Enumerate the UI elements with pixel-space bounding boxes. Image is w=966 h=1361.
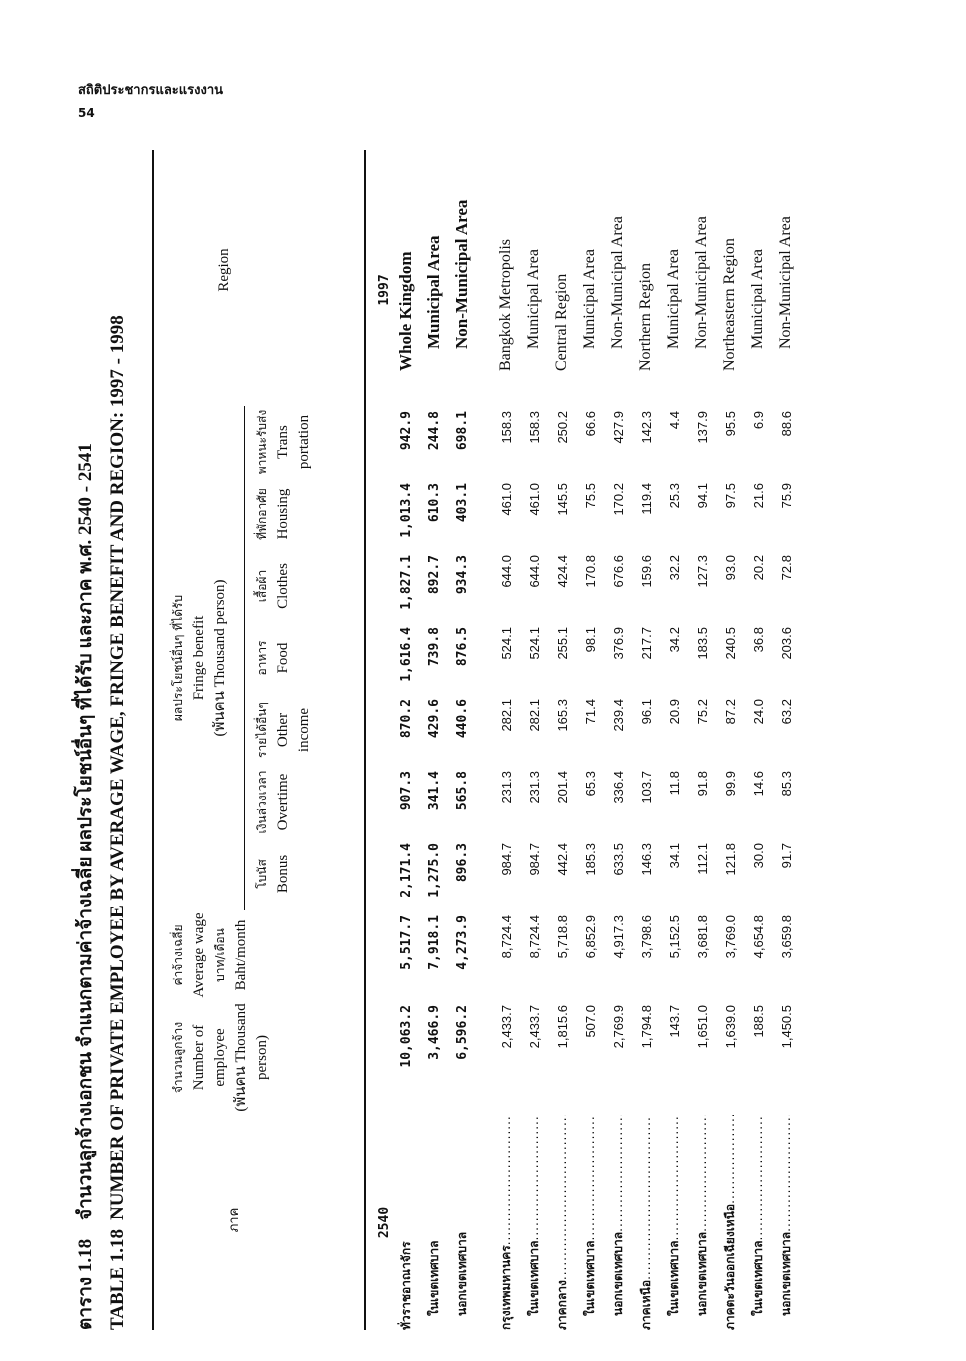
cell-average-wage: 5,152.5	[666, 915, 682, 959]
cell-clothes: 644.0	[526, 555, 542, 588]
cell-food: 98.1	[582, 627, 598, 653]
cell-average-wage: 5,718.8	[554, 915, 570, 959]
row-label-en: Northeastern Region	[721, 238, 738, 371]
cell-housing: 1,013.4	[398, 483, 414, 538]
cell-employees: 2,433.7	[498, 1005, 514, 1049]
table-header	[154, 150, 364, 1330]
table-row	[632, 150, 660, 1330]
cell-other-income: 24.0	[750, 699, 766, 725]
cell-overtime: 11.8	[666, 771, 682, 796]
cell-clothes: 127.3	[694, 555, 710, 588]
cell-clothes: 159.6	[638, 555, 654, 588]
cell-transportation: 6.9	[750, 411, 766, 430]
year-row	[366, 150, 392, 1330]
cell-average-wage: 7,918.1	[426, 915, 442, 970]
table-row	[520, 150, 548, 1330]
row-label-en: Municipal Area	[525, 249, 542, 349]
cell-clothes: 170.8	[582, 555, 598, 588]
cell-employees: 6,596.2	[454, 1005, 470, 1060]
cell-average-wage: 3,769.0	[722, 915, 738, 959]
cell-average-wage: 8,724.4	[498, 915, 514, 959]
cell-other-income: 20.9	[666, 699, 682, 725]
row-label-th: ในเขตเทศบาล .....	[581, 1115, 600, 1330]
row-label-th: ในเขตเทศบาล .....	[525, 1115, 544, 1330]
row-label-en: Municipal Area	[581, 249, 598, 349]
table-row	[576, 150, 604, 1330]
cell-transportation: 158.3	[498, 411, 514, 444]
cell-overtime: 91.8	[694, 771, 710, 797]
cell-housing: 94.1	[694, 483, 710, 509]
header-housing: ที่พักอาศัย Housing	[255, 488, 291, 540]
cell-housing: 145.5	[554, 483, 570, 516]
table-row	[688, 150, 716, 1330]
cell-bonus: 984.7	[526, 843, 542, 876]
row-label-th: นอกเขตเทศบาล .....	[693, 1115, 712, 1330]
cell-food: 34.2	[666, 627, 682, 653]
cell-overtime: 14.6	[750, 771, 766, 797]
cell-food: 876.5	[454, 627, 470, 667]
cell-other-income: 440.6	[454, 699, 470, 739]
cell-transportation: 95.5	[722, 411, 738, 437]
table-row	[604, 150, 632, 1330]
row-label-en: Non-Municipal Area	[452, 199, 471, 349]
cell-employees: 507.0	[582, 1005, 598, 1038]
year-th: 2540	[377, 1206, 392, 1239]
cell-food: 524.1	[526, 627, 542, 660]
cell-other-income: 870.2	[398, 699, 414, 739]
cell-housing: 21.6	[750, 483, 766, 509]
cell-average-wage: 3,681.8	[694, 915, 710, 959]
fringe-underline	[244, 406, 245, 910]
header-region-en: Region	[216, 248, 232, 292]
cell-bonus: 2,171.4	[398, 843, 414, 898]
cell-average-wage: 4,917.3	[610, 915, 626, 959]
cell-average-wage: 6,852.9	[582, 915, 598, 959]
cell-transportation: 250.2	[554, 411, 570, 444]
cell-other-income: 429.6	[426, 699, 442, 739]
row-label-th: ภาคกลาง .....	[553, 1115, 572, 1330]
cell-other-income: 63.2	[778, 699, 794, 725]
cell-food: 36.8	[750, 627, 766, 653]
cell-clothes: 892.7	[426, 555, 442, 595]
row-label-th: นอกเขตเทศบาล	[454, 1231, 469, 1316]
cell-housing: 610.3	[426, 483, 442, 523]
cell-food: 217.7	[638, 627, 654, 660]
cell-housing: 461.0	[498, 483, 514, 516]
cell-transportation: 158.3	[526, 411, 542, 444]
table-row	[420, 150, 448, 1330]
cell-employees: 188.5	[750, 1005, 766, 1038]
table-row	[716, 150, 744, 1330]
table-row	[744, 150, 772, 1330]
row-label-th: ในเขตเทศบาล .....	[749, 1115, 768, 1330]
row-label-th: ในเขตเทศบาล .....	[665, 1115, 684, 1330]
row-label-th: นอกเขตเทศบาล .....	[609, 1115, 628, 1330]
header-food: อาหาร Food	[255, 640, 291, 676]
cell-bonus: 984.7	[498, 843, 514, 876]
cell-employees: 2,433.7	[526, 1005, 542, 1049]
cell-bonus: 91.7	[778, 843, 794, 869]
cell-average-wage: 4,273.9	[454, 915, 470, 970]
cell-overtime: 336.4	[610, 771, 626, 804]
header-other-income: รายได้อื่นๆ Other income	[255, 702, 312, 758]
cell-employees: 3,466.9	[426, 1005, 442, 1060]
publication-title: สถิติประชากรและแรงงาน	[78, 83, 224, 98]
row-label-en: Non-Municipal Area	[693, 216, 710, 349]
cell-food: 376.9	[610, 627, 626, 660]
table-title-en: TABLE 1.18NUMBER OF PRIVATE EMPLOYEE BY AVERAGE WAGE, FRINGE BENEFIT AND REGION: 1997 - 1998	[107, 315, 128, 1330]
cell-clothes: 1,827.1	[398, 555, 414, 610]
cell-food: 739.8	[426, 627, 442, 667]
cell-food: 203.6	[778, 627, 794, 660]
table-row	[492, 150, 520, 1330]
row-label-en: Whole Kingdom	[396, 251, 415, 371]
cell-food: 1,616.4	[398, 627, 414, 682]
cell-transportation: 427.9	[610, 411, 626, 444]
cell-transportation: 244.8	[426, 411, 442, 451]
header-clothes: เสื้อผ้า Clothes	[255, 563, 291, 609]
cell-clothes: 424.4	[554, 555, 570, 588]
cell-clothes: 676.6	[610, 555, 626, 588]
page-number: 54	[78, 106, 95, 120]
cell-employees: 2,769.9	[610, 1005, 626, 1049]
row-label-th: ภาคตะวันออกเฉียงเหนือ .....	[721, 1115, 740, 1330]
cell-employees: 1,815.6	[554, 1005, 570, 1049]
cell-clothes: 20.2	[750, 555, 766, 581]
cell-housing: 461.0	[526, 483, 542, 516]
cell-employees: 1,450.5	[778, 1005, 794, 1049]
row-label-en: Non-Municipal Area	[777, 216, 794, 349]
cell-clothes: 934.3	[454, 555, 470, 595]
cell-bonus: 146.3	[638, 843, 654, 876]
cell-overtime: 65.3	[582, 771, 598, 797]
cell-housing: 75.9	[778, 483, 794, 509]
row-label-th: กรุงเทพมหานคร .....	[497, 1115, 516, 1330]
table-title-th: ตาราง 1.18จำนวนลูกจ้างเอกชน จำแนกตามค่าจ้างเฉลี่ย ผลประโยชน์อื่นๆ ที่ได้รับ และภาค พ.ศ. 2540 - 2541	[75, 443, 96, 1330]
table-body	[392, 150, 800, 1330]
row-label-th: ทั่วราชอาณาจักร	[398, 1241, 413, 1330]
cell-housing: 75.5	[582, 483, 598, 509]
cell-average-wage: 8,724.4	[526, 915, 542, 959]
cell-bonus: 1,275.0	[426, 843, 442, 898]
cell-transportation: 137.9	[694, 411, 710, 444]
table-row	[448, 150, 476, 1330]
cell-clothes: 32.2	[666, 555, 682, 581]
cell-overtime: 907.3	[398, 771, 414, 811]
cell-transportation: 66.6	[582, 411, 598, 437]
cell-housing: 25.3	[666, 483, 682, 509]
row-label-en: Northern Region	[637, 263, 654, 371]
cell-employees: 1,639.0	[722, 1005, 738, 1049]
cell-food: 183.5	[694, 627, 710, 660]
cell-average-wage: 4,654.8	[750, 915, 766, 959]
row-label-en: Municipal Area	[749, 249, 766, 349]
header-fringe-benefit: ผลประโยชน์อื่นๆ ที่ได้รับ Fringe benefit (พันคน Thousand person)	[171, 579, 228, 737]
cell-bonus: 112.1	[694, 843, 710, 875]
cell-average-wage: 5,517.7	[398, 915, 414, 970]
cell-employees: 1,651.0	[694, 1005, 710, 1049]
cell-employees: 143.7	[666, 1005, 682, 1038]
cell-housing: 119.4	[638, 483, 654, 515]
cell-food: 255.1	[554, 627, 570, 660]
cell-overtime: 103.7	[638, 771, 654, 804]
cell-bonus: 896.3	[454, 843, 470, 883]
cell-bonus: 30.0	[750, 843, 766, 869]
header-transportation: พาหนะรับส่ง Trans portation	[255, 409, 312, 475]
cell-bonus: 633.5	[610, 843, 626, 876]
table-row	[392, 150, 420, 1330]
header-employees: จำนวนลูกจ้าง Number of employee (พันคน Thousand person)	[171, 1003, 270, 1112]
cell-average-wage: 3,798.6	[638, 915, 654, 959]
cell-other-income: 239.4	[610, 699, 626, 732]
running-head	[78, 80, 223, 124]
row-label-th: ภาคเหนือ .....	[637, 1115, 656, 1330]
cell-clothes: 93.0	[722, 555, 738, 581]
cell-overtime: 231.3	[498, 771, 514, 804]
cell-transportation: 88.6	[778, 411, 794, 437]
header-overtime: เงินล่วงเวลา Overtime	[255, 770, 291, 834]
row-label-th: นอกเขตเทศบาล .....	[777, 1115, 796, 1330]
row-label-en: Bangkok Metropolis	[497, 239, 514, 371]
cell-overtime: 85.3	[778, 771, 794, 797]
cell-bonus: 185.3	[582, 843, 598, 876]
header-region-th: ภาค	[227, 1207, 242, 1233]
cell-transportation: 4.4	[666, 411, 682, 430]
year-en: 1997	[377, 274, 392, 306]
cell-clothes: 644.0	[498, 555, 514, 588]
cell-other-income: 96.1	[638, 699, 654, 725]
cell-transportation: 142.3	[638, 411, 654, 444]
cell-employees: 1,794.8	[638, 1005, 654, 1049]
row-label-th: ในเขตเทศบาล	[426, 1240, 441, 1316]
cell-transportation: 698.1	[454, 411, 470, 451]
cell-bonus: 34.1	[666, 843, 682, 869]
cell-housing: 97.5	[722, 483, 738, 509]
row-label-en: Non-Municipal Area	[609, 216, 626, 349]
cell-overtime: 565.8	[454, 771, 470, 811]
cell-housing: 403.1	[454, 483, 470, 523]
cell-other-income: 71.4	[582, 699, 598, 725]
row-label-en: Municipal Area	[665, 249, 682, 349]
cell-overtime: 231.3	[526, 771, 542, 804]
cell-employees: 10,063.2	[398, 1005, 414, 1068]
row-label-en: Municipal Area	[424, 235, 443, 349]
table-row	[772, 150, 800, 1330]
row-label-en: Central Region	[553, 273, 570, 371]
data-table	[152, 150, 800, 1330]
cell-bonus: 442.4	[554, 843, 570, 876]
cell-transportation: 942.9	[398, 411, 414, 451]
cell-other-income: 282.1	[498, 699, 514, 732]
cell-overtime: 201.4	[554, 771, 570, 804]
cell-average-wage: 3,659.8	[778, 915, 794, 959]
cell-other-income: 282.1	[526, 699, 542, 732]
cell-food: 524.1	[498, 627, 514, 660]
table-row	[660, 150, 688, 1330]
header-average-wage: ค่าจ้างเฉลี่ย Average wage บาท/เดือน Baht/month	[171, 912, 249, 998]
cell-other-income: 165.3	[554, 699, 570, 732]
cell-other-income: 87.2	[722, 699, 738, 725]
cell-bonus: 121.8	[722, 843, 738, 876]
cell-overtime: 341.4	[426, 771, 442, 811]
cell-other-income: 75.2	[694, 699, 710, 725]
rotated-table-page	[70, 150, 890, 1330]
cell-clothes: 72.8	[778, 555, 794, 581]
header-bonus: โบนัส Bonus	[255, 854, 291, 894]
cell-food: 240.5	[722, 627, 738, 660]
table-row	[548, 150, 576, 1330]
cell-housing: 170.2	[610, 483, 626, 516]
cell-overtime: 99.9	[722, 771, 738, 797]
